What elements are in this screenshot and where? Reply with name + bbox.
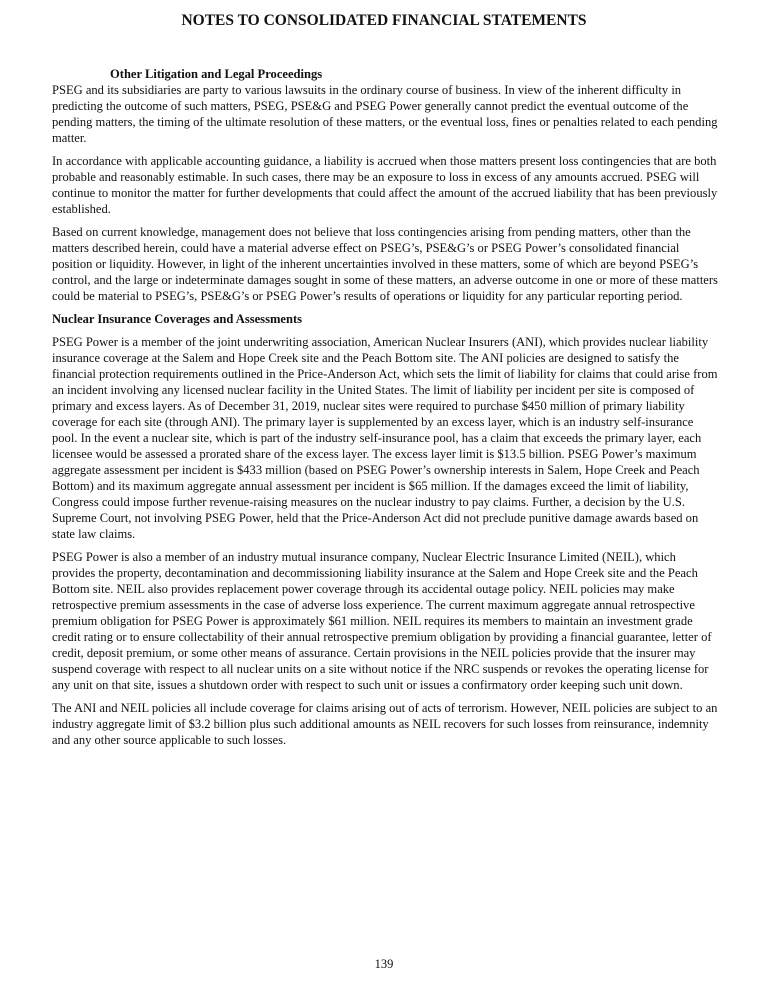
paragraph: Based on current knowledge, management does not believe that loss contingencies arising from pending matters, other than the matters described herein, could have a material adverse effect on PSEG’s, PSE&G’s or PSEG Power’s consolidated financial position or liquidity. However, in light of the inherent uncertainties involved in these matters, some of which are beyond PSEG’s control, and the large or indeterminate damages sought in some of these matters, an adverse outcome in one or more of these matters could be material to PSEG’s, PSE&G’s or PSEG Power’s results of operations or liquidity for any particular reporting period.: [52, 225, 718, 303]
page-title: NOTES TO CONSOLIDATED FINANCIAL STATEMENTS: [181, 12, 587, 29]
paragraph: The ANI and NEIL policies all include coverage for claims arising out of acts of terrorism. However, NEIL policies are subject to an industry aggregate limit of $3.2 billion plus such additional amounts as NEIL recovers for such losses from reinsurance, indemnity and any other source applicable to such losses.: [52, 701, 718, 747]
section-heading-nuclear-insurance: Nuclear Insurance Coverages and Assessments: [52, 312, 303, 326]
document-body: [52, 66, 718, 755]
paragraph: In accordance with applicable accounting guidance, a liability is accrued when those matters present loss contingencies that are both probable and reasonably estimable. In such cases, there may be an exposure to loss in excess of any amounts accrued. PSEG will continue to monitor the matter for further developments that could affect the amount of the accrued liability that has been previously established.: [52, 154, 718, 216]
paragraph: PSEG and its subsidiaries are party to various lawsuits in the ordinary course of business. In view of the inherent difficulty in predicting the outcome of such matters, PSEG, PSE&G and PSEG Power generally cannot predict the eventual outcome of the pending matters, the timing of the ultimate resolution of these matters, or the eventual loss, fines or penalties related to each pending matter.: [52, 83, 718, 145]
paragraph: PSEG Power is a member of the joint underwriting association, American Nuclear Insurers (ANI), which provides nuclear liability insurance coverage at the Salem and Hope Creek site and the Peach Bottom site. The ANI policies are designed to satisfy the financial protection requirements outlined in the Price-Anderson Act, which sets the limit of liability for claims that could arise from an incident involving any licensed nuclear facility in the United States. The limit of liability per incident per site is composed of primary and excess layers. As of December 31, 2019, nuclear sites were required to purchase $450 million of primary liability coverage for each site (through ANI). The primary layer is supplemented by an excess layer, which is an industry self-insurance pool. In the event a nuclear site, which is part of the industry self-insurance pool, has a claim that exceeds the primary layer, each licensee would be assessed a prorated share of the excess layer. The excess layer limit is $13.5 billion. PSEG Power’s maximum aggregate assessment per incident is $433 million (based on PSEG Power’s ownership interests in Salem, Hope Creek and Peach Bottom) and its maximum aggregate annual assessment per incident is $65 million. If the damages exceed the limit of liability, Congress could impose further revenue-raising measures on the nuclear industry to pay claims. Further, a decision by the U.S. Supreme Court, not involving PSEG Power, held that the Price-Anderson Act did not preclude punitive damage awards based on state law claims.: [52, 335, 718, 541]
paragraph: PSEG Power is also a member of an industry mutual insurance company, Nuclear Electric Insurance Limited (NEIL), which provides the property, decontamination and decommissioning liability insurance at the Salem and Hope Creek site and the Peach Bottom site. NEIL also provides replacement power coverage through its accidental outage policy. NEIL policies may make retrospective premium assessments in the case of adverse loss experience. The current maximum aggregate annual retrospective premium obligation for PSEG Power is approximately $61 million. NEIL requires its members to maintain an investment grade credit rating or to ensure collectability of their annual retrospective premium obligation by providing a financial guarantee, letter of credit, deposit premium, or some other means of assurance. Certain provisions in the NEIL policies provide that the insurer may suspend coverage with respect to all nuclear units on a site without notice if the NRC suspends or revokes the operating license for any unit on that site, issues a shutdown order with respect to such unit or issues a confirmatory order keeping such unit down.: [52, 550, 712, 692]
section-heading-other-litigation: Other Litigation and Legal Proceedings: [110, 67, 323, 81]
page-number: 139: [374, 957, 394, 971]
